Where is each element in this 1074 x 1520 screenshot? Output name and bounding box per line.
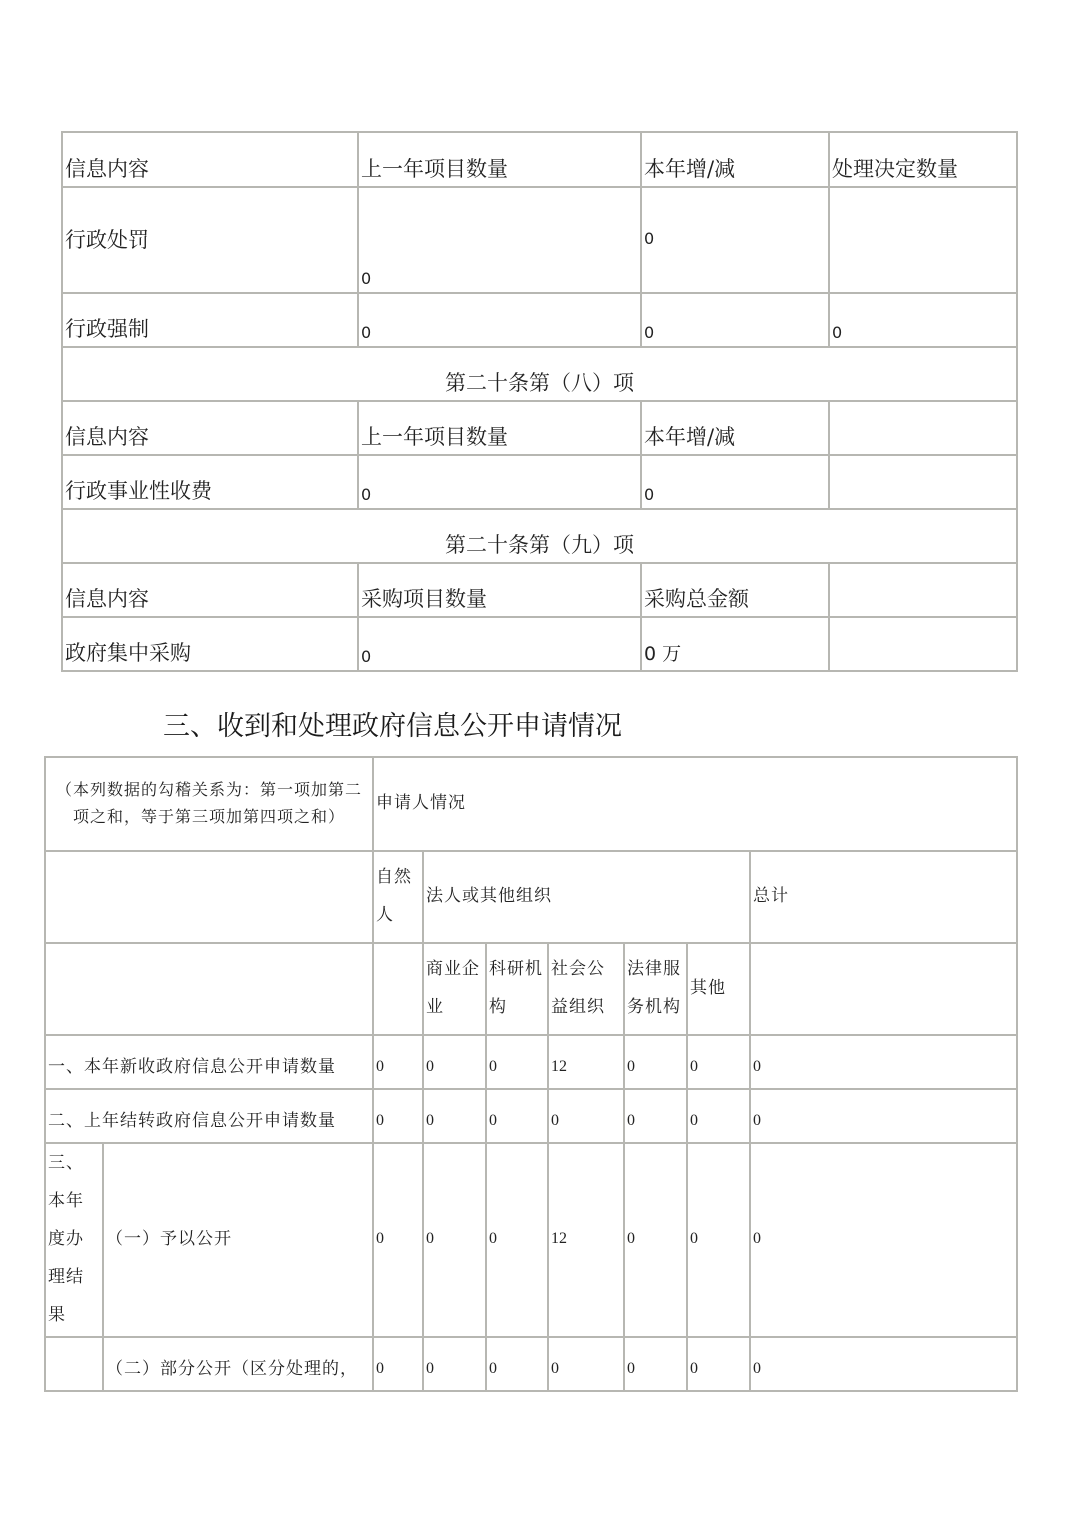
header-cell: 信息内容 xyxy=(62,563,358,617)
legal-orgs-header: 法人或其他组织 xyxy=(423,851,750,943)
empty-cell xyxy=(45,851,373,943)
cell-value: 0 xyxy=(373,1089,423,1143)
cell-value: 0 万 xyxy=(641,617,829,671)
cell-value: 0 xyxy=(358,293,641,347)
cell-value: 0 xyxy=(687,1337,750,1391)
row-label: 一、本年新收政府信息公开申请数量 xyxy=(45,1035,373,1089)
header-cell: 本年增/减 xyxy=(641,132,829,187)
header-cell: 上一年项目数量 xyxy=(358,132,641,187)
row-label: 行政处罚 xyxy=(62,187,358,293)
natural-person-header: 自然人 xyxy=(373,851,423,943)
table-row xyxy=(62,455,1017,509)
section-heading: 三、收到和处理政府信息公开申请情况 xyxy=(163,711,622,742)
cell-value: 0 xyxy=(486,1089,548,1143)
cell-value: 0 xyxy=(423,1143,486,1337)
cell-value: 0 xyxy=(373,1143,423,1337)
cell-value xyxy=(829,187,1017,293)
cell-value: 0 xyxy=(750,1143,1017,1337)
cell-value: 0 xyxy=(624,1143,687,1337)
cell-value: 0 xyxy=(358,617,641,671)
empty-cell xyxy=(45,1337,103,1391)
table-header-row xyxy=(62,563,1017,617)
org-type-header: 社会公益组织 xyxy=(548,943,624,1035)
header-cell: 采购项目数量 xyxy=(358,563,641,617)
cell-value: 0 xyxy=(548,1089,624,1143)
empty-cell xyxy=(45,943,373,1035)
cell-value: 0 xyxy=(641,187,829,293)
cell-value: 0 xyxy=(687,1143,750,1337)
table-row xyxy=(45,1089,1017,1143)
section-title: 第二十条第（八）项 xyxy=(62,347,1017,401)
org-type-header: 法律服务机构 xyxy=(624,943,687,1035)
table-header-row xyxy=(62,401,1017,455)
cell-value: 0 xyxy=(641,455,829,509)
cell-value: 0 xyxy=(486,1337,548,1391)
result-group-label: 三、本年度办理结果 xyxy=(45,1143,103,1337)
table-row xyxy=(62,617,1017,671)
cell-value: 0 xyxy=(687,1089,750,1143)
cell-value: 0 xyxy=(687,1035,750,1089)
row-label: 二、上年结转政府信息公开申请数量 xyxy=(45,1089,373,1143)
cell-value: 0 xyxy=(423,1035,486,1089)
header-cell xyxy=(829,563,1017,617)
org-type-header: 科研机构 xyxy=(486,943,548,1035)
table-header-row xyxy=(45,851,1017,943)
application-stats-table xyxy=(44,756,1018,1392)
row-label: （二）部分公开（区分处理的， xyxy=(103,1337,373,1391)
relation-note: （本列数据的勾稽关系为：第一项加第二项之和，等于第三项加第四项之和） xyxy=(45,757,373,851)
cell-value: 0 xyxy=(423,1337,486,1391)
cell-value xyxy=(829,617,1017,671)
cell-value: 0 xyxy=(624,1089,687,1143)
cell-value: 0 xyxy=(548,1337,624,1391)
table-row xyxy=(45,1143,1017,1337)
header-cell: 处理决定数量 xyxy=(829,132,1017,187)
table-header-row xyxy=(45,943,1017,1035)
empty-cell xyxy=(750,943,1017,1035)
cell-value: 0 xyxy=(373,1337,423,1391)
empty-cell xyxy=(373,943,423,1035)
cell-value xyxy=(829,455,1017,509)
cell-value: 0 xyxy=(486,1035,548,1089)
section-title: 第二十条第（九）项 xyxy=(62,509,1017,563)
disclosure-items-table xyxy=(61,131,1018,672)
row-label: 行政事业性收费 xyxy=(62,455,358,509)
header-cell: 本年增/减 xyxy=(641,401,829,455)
org-type-header: 商业企业 xyxy=(423,943,486,1035)
row-label: 行政强制 xyxy=(62,293,358,347)
table-row xyxy=(45,1337,1017,1391)
cell-value: 0 xyxy=(750,1337,1017,1391)
header-cell xyxy=(829,401,1017,455)
cell-value: 0 xyxy=(358,455,641,509)
header-cell: 采购总金额 xyxy=(641,563,829,617)
cell-value: 0 xyxy=(624,1035,687,1089)
cell-value: 0 xyxy=(641,293,829,347)
cell-value: 12 xyxy=(548,1143,624,1337)
header-cell: 上一年项目数量 xyxy=(358,401,641,455)
section-title-row xyxy=(62,347,1017,401)
header-cell: 信息内容 xyxy=(62,401,358,455)
table-row xyxy=(62,187,1017,293)
cell-value: 0 xyxy=(486,1143,548,1337)
cell-value: 0 xyxy=(358,187,641,293)
cell-value: 0 xyxy=(750,1089,1017,1143)
cell-value: 0 xyxy=(750,1035,1017,1089)
table-row xyxy=(62,293,1017,347)
header-cell: 信息内容 xyxy=(62,132,358,187)
section-title-row xyxy=(62,509,1017,563)
table-header-row xyxy=(62,132,1017,187)
cell-value: 0 xyxy=(829,293,1017,347)
table-row xyxy=(45,1035,1017,1089)
cell-value: 0 xyxy=(373,1035,423,1089)
row-label: 政府集中采购 xyxy=(62,617,358,671)
cell-value: 0 xyxy=(423,1089,486,1143)
total-header: 总计 xyxy=(750,851,1017,943)
table-header-row xyxy=(45,757,1017,851)
org-type-header: 其他 xyxy=(687,943,750,1035)
applicant-header: 申请人情况 xyxy=(373,757,1017,851)
row-label: （一）予以公开 xyxy=(103,1143,373,1337)
cell-value: 0 xyxy=(624,1337,687,1391)
cell-value: 12 xyxy=(548,1035,624,1089)
